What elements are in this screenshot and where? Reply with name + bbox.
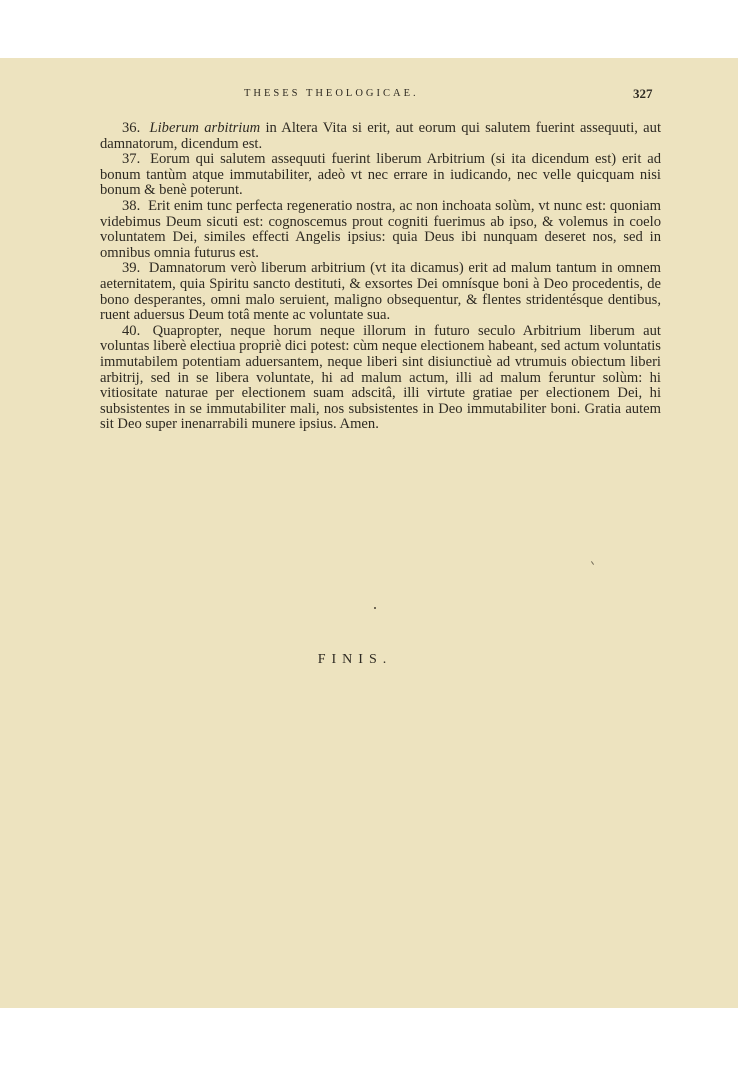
paragraph-number: 39. — [122, 260, 141, 277]
paper-speck — [591, 561, 594, 565]
paragraph-lead-italic: Liberum arbitrium — [149, 120, 261, 136]
paragraph-text: Eorum qui salutem assequuti fuerint liberum Arbitrium (si ita dicendum est) erit ad bonum tantùm atque immutabiliter, adeò vt nec errare in iudicando, nec velle quicquam nisi bonum & benè poterunt. — [100, 151, 662, 199]
paragraph-38 — [100, 199, 661, 261]
paragraph-number: 38. — [122, 197, 141, 214]
paragraph-37 — [100, 152, 661, 199]
paragraph-text: Damnatorum verò liberum arbitrium (vt ita dicamus) erit ad malum tantum in omnem aeternitatem, quia Spiritu sancto destituti, & exsortes Dei omnísque boni à Deo procedentis, de bono desperantes, omni malo seruient, maligno obsequentur, & flentes stridentésque dentibus, ruent aduersus Deum totâ mente ac voluntate sua. — [100, 260, 661, 324]
paragraph-text: Erit enim tunc perfecta regeneratio nostra, ac non inchoata solùm, vt nunc est: quoniam videbimus Deum sicuti est: cognoscemus prout cogniti fuerimus ab ipso, & volemus in coelo voluntatem Dei, similes effecti Angelis ipsius: quia Deus ibi nunquam deseret nos, sed in omnibus omnia futurus est. — [100, 197, 661, 261]
paper-speck — [374, 607, 376, 609]
body-text — [100, 121, 661, 433]
paragraph-number: 36. — [122, 120, 141, 136]
paragraph-number: 40. — [122, 322, 141, 339]
book-page — [0, 58, 738, 1008]
paragraph-39 — [100, 261, 661, 323]
paragraph-text: in Altera Vita si erit, aut eorum qui salutem fuerint assequuti, aut damnatorum, dicendum est. — [100, 120, 661, 152]
finis-text: FINIS. — [317, 652, 393, 667]
paragraph-text: Quapropter, neque horum neque illorum in futuro seculo Arbitrium liberum aut voluntas liberè electiua propriè dici potest: cùm neque electionem habeant, sed actum voluntatis immutabilem potentiam aduersantem, neque liberi sint disiunctiuè ad vtrumuis obiectum liberi arbitrij, sed in se libera voluntate, hi ad malum actum, illi ad malum feruntur solùm: hi vitiositate naturae per electionem suam adscitâ, illi virtute gratiae per electionem Dei, hi subsistentes in se immutabiliter mali, nos subsistentes in Deo immutabiliter boni. Gratia autem sit Deo super inenarrabili munere ipsius. Amen. — [100, 322, 661, 433]
running-head — [0, 88, 738, 108]
paragraph-number: 37. — [122, 151, 141, 168]
header-title: THESES THEOLOGICAE. — [244, 88, 419, 99]
paragraph-40 — [100, 324, 661, 433]
paragraph-36 — [100, 121, 661, 152]
page-number: 327 — [633, 86, 653, 101]
